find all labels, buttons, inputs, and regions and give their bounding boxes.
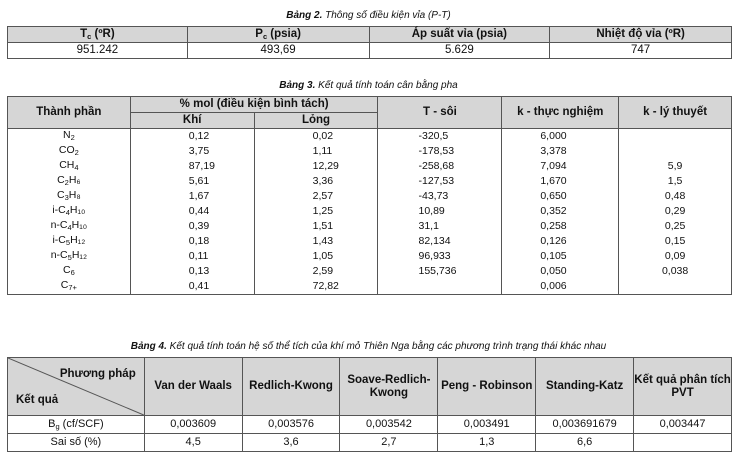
header-component: Thành phần — [8, 97, 131, 129]
header-tboil: T - sôi — [378, 97, 502, 129]
header-mol-percent: % mol (điều kiện bình tách) — [130, 97, 378, 113]
component-name: $n-C_4H_{10}$ — [8, 219, 131, 234]
error-value: 3,6 — [242, 434, 340, 452]
header-tc: $T_c$ (ºR) — [8, 27, 188, 43]
corner-method-label: Phương pháp — [59, 368, 136, 380]
error-value — [634, 434, 732, 452]
mol-gas-value: 1,67 — [130, 189, 254, 204]
table-row — [8, 264, 732, 279]
table4-caption: Bảng 4. Kết quả tính toán hệ số thể tích của khí mỏ Thiên Nga bằng các phương trình trạng thái khác nhau — [130, 341, 607, 352]
method-pvt-analysis: Kết quả phân tích PVT — [634, 358, 732, 416]
mol-gas-value: 0,44 — [130, 204, 254, 219]
table2-pt-conditions — [7, 26, 732, 59]
tboil-value: 31,1 — [378, 219, 502, 234]
method-redlich-kwong: Redlich-Kwong — [242, 358, 340, 416]
mol-liquid-value: 0,02 — [254, 129, 378, 145]
mol-liquid-value: 2,59 — [254, 264, 378, 279]
mol-gas-value: 0,39 — [130, 219, 254, 234]
k-experimental-value: 0,126 — [502, 234, 619, 249]
header-liquid: Lỏng — [254, 113, 378, 129]
mol-gas-value: 0,41 — [130, 279, 254, 295]
k-experimental-value: 7,094 — [502, 159, 619, 174]
k-experimental-value: 6,000 — [502, 129, 619, 145]
mol-gas-value: 5,61 — [130, 174, 254, 189]
mol-liquid-value: 72,82 — [254, 279, 378, 295]
component-name: $C_2H_6$ — [8, 174, 131, 189]
mol-gas-value: 0,11 — [130, 249, 254, 264]
component-name: $C_6$ — [8, 264, 131, 279]
mol-liquid-value: 1,05 — [254, 249, 378, 264]
table3-phase-equilibrium — [7, 96, 732, 295]
error-value: 1,3 — [438, 434, 536, 452]
header-reservoir-temp: Nhiệt độ vỉa (ºR) — [550, 27, 732, 43]
table-row — [8, 189, 732, 204]
table3-caption: Bảng 3. Kết quả tính toán cân bằng pha — [279, 80, 458, 91]
component-name: $N_2$ — [8, 129, 131, 145]
component-name: $i-C_4H_{10}$ — [8, 204, 131, 219]
table3-body — [8, 129, 732, 295]
component-name: $CH_4$ — [8, 159, 131, 174]
corner-result-label: Kết quả — [16, 394, 59, 407]
header-k-experimental: k - thực nghiệm — [502, 97, 619, 129]
value-pc: 493,69 — [187, 43, 369, 59]
k-theoretical-value — [619, 144, 732, 159]
header-k-theoretical: k - lý thuyết — [619, 97, 732, 129]
header-reservoir-pressure: Áp suất vỉa (psia) — [369, 27, 550, 43]
k-experimental-value: 3,378 — [502, 144, 619, 159]
bg-value: 0,003542 — [340, 416, 438, 434]
table-row — [8, 174, 732, 189]
mol-liquid-value: 1,25 — [254, 204, 378, 219]
mol-gas-value: 0,18 — [130, 234, 254, 249]
k-experimental-value: 0,050 — [502, 264, 619, 279]
error-value: 2,7 — [340, 434, 438, 452]
k-theoretical-value — [619, 279, 732, 295]
mol-liquid-value: 1,11 — [254, 144, 378, 159]
component-name: $C_3H_8$ — [8, 189, 131, 204]
k-theoretical-value — [619, 129, 732, 145]
table-row — [8, 234, 732, 249]
tboil-value: 82,134 — [378, 234, 502, 249]
k-theoretical-value: 0,29 — [619, 204, 732, 219]
value-reservoir-pressure: 5.629 — [369, 43, 550, 59]
tboil-value: 155,736 — [378, 264, 502, 279]
k-experimental-value: 1,670 — [502, 174, 619, 189]
mol-liquid-value: 3,36 — [254, 174, 378, 189]
table-row — [8, 249, 732, 264]
header-pc: $P_c$ (psia) — [187, 27, 369, 43]
mol-gas-value: 87,19 — [130, 159, 254, 174]
k-theoretical-value: 0,09 — [619, 249, 732, 264]
k-experimental-value: 0,352 — [502, 204, 619, 219]
value-reservoir-temp: 747 — [550, 43, 732, 59]
method-peng-robinson: Peng - Robinson — [438, 358, 536, 416]
corner-header — [8, 358, 145, 416]
table4-volume-factor — [7, 357, 732, 452]
row-label-error: Sai số (%) — [8, 434, 145, 452]
mol-gas-value: 3,75 — [130, 144, 254, 159]
method-standing-katz: Standing-Katz — [536, 358, 634, 416]
tboil-value: 96,933 — [378, 249, 502, 264]
table2-caption: Bảng 2. Thông số điều kiện vỉa (P-T) — [286, 10, 451, 21]
component-name: $CO_2$ — [8, 144, 131, 159]
mol-liquid-value: 12,29 — [254, 159, 378, 174]
table-row — [8, 204, 732, 219]
tboil-value: -178,53 — [378, 144, 502, 159]
k-experimental-value: 0,105 — [502, 249, 619, 264]
row-label-bg: $B_g$ (cf/SCF) — [8, 416, 145, 434]
error-value: 4,5 — [144, 434, 242, 452]
method-van-der-waals: Van der Waals — [144, 358, 242, 416]
table-row — [8, 159, 732, 174]
bg-value: 0,003491 — [438, 416, 536, 434]
method-soave-redlich-kwong: Soave-Redlich-Kwong — [340, 358, 438, 416]
mol-gas-value: 0,13 — [130, 264, 254, 279]
bg-value: 0,003576 — [242, 416, 340, 434]
k-theoretical-value: 0,15 — [619, 234, 732, 249]
k-theoretical-value: 0,038 — [619, 264, 732, 279]
k-theoretical-value: 0,48 — [619, 189, 732, 204]
component-name: $n-C_5H_{12}$ — [8, 249, 131, 264]
mol-gas-value: 0,12 — [130, 129, 254, 145]
error-value: 6,6 — [536, 434, 634, 452]
k-experimental-value: 0,258 — [502, 219, 619, 234]
tboil-value — [378, 279, 502, 295]
table-row — [8, 279, 732, 295]
k-theoretical-value: 1,5 — [619, 174, 732, 189]
tboil-value: -320,5 — [378, 129, 502, 145]
tboil-value: -43,73 — [378, 189, 502, 204]
tboil-value: 10,89 — [378, 204, 502, 219]
header-gas: Khí — [130, 113, 254, 129]
component-name: $i-C_5H_{12}$ — [8, 234, 131, 249]
value-tc: 951.242 — [8, 43, 188, 59]
bg-value: 0,003447 — [634, 416, 732, 434]
mol-liquid-value: 2,57 — [254, 189, 378, 204]
table-row — [8, 144, 732, 159]
tboil-value: -127,53 — [378, 174, 502, 189]
mol-liquid-value: 1,43 — [254, 234, 378, 249]
bg-value: 0,003691679 — [536, 416, 634, 434]
table-row — [8, 219, 732, 234]
k-experimental-value: 0,006 — [502, 279, 619, 295]
table-row — [8, 129, 732, 145]
k-experimental-value: 0,650 — [502, 189, 619, 204]
k-theoretical-value: 0,25 — [619, 219, 732, 234]
mol-liquid-value: 1,51 — [254, 219, 378, 234]
k-theoretical-value: 5,9 — [619, 159, 732, 174]
component-name: $C_{7+}$ — [8, 279, 131, 295]
tboil-value: -258,68 — [378, 159, 502, 174]
bg-value: 0,003609 — [144, 416, 242, 434]
